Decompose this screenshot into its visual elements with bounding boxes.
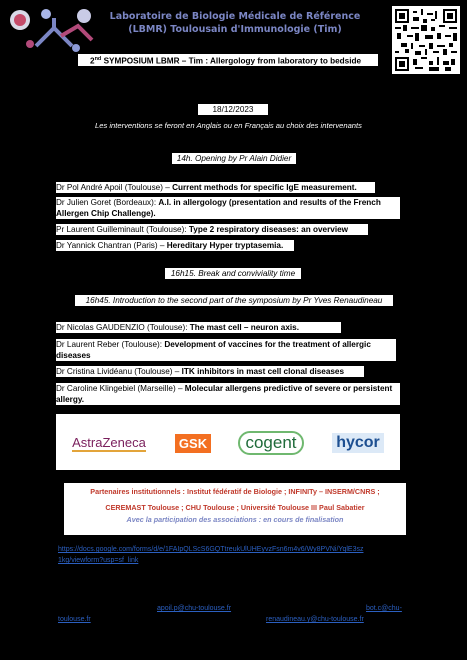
partners-line1: Partenaires institutionnels : Institut fédératif de Biologie ; INFINITy – INSERM/CNRS ; — [90, 487, 380, 496]
talk-title: A.I. in allergology (presentation and results of the French Allergen Chip Challenge). — [56, 198, 381, 218]
talk-reber — [56, 339, 396, 361]
hycor-logo: hycor — [328, 428, 388, 458]
talk-title: Current methods for specific IgE measurement. — [172, 183, 357, 192]
break-slot: 16h15. Break and conviviality time — [165, 268, 301, 279]
talk-apoil — [56, 182, 375, 193]
partners-box — [64, 483, 406, 535]
talk-title: ITK inhibitors in mast cell clonal diseases — [181, 367, 345, 376]
registration-form-link-cont[interactable]: 1kg/viewform?usp=sf_link — [58, 557, 139, 564]
email-apoil-link[interactable]: apoil.p@chu-toulouse.fr — [157, 605, 232, 612]
header-title-line2: (LBMR) Toulousain d'Immunologie (Tim) — [128, 24, 342, 35]
partners-participation-note: Avec la participation des associations : en cours de finalisation — [126, 515, 344, 524]
symposium-title — [78, 54, 378, 66]
gsk-logo: GSK — [172, 428, 214, 458]
talk-speaker: Dr Pol André Apoil (Toulouse) – — [56, 183, 173, 192]
talk-speaker: Dr Yannick Chantran (Paris) – — [56, 241, 167, 250]
talk-goret — [56, 197, 400, 219]
talk-speaker: Dr Laurent Reber (Toulouse): — [56, 340, 165, 349]
talk-gaudenzio — [56, 322, 341, 333]
talk-speaker: Pr Laurent Guilleminault (Toulouse): — [56, 225, 189, 234]
symposium-ordinal: 2 — [90, 56, 95, 66]
talk-klingebiel — [56, 383, 400, 405]
qr-code[interactable] — [392, 6, 460, 74]
talk-chantran — [56, 240, 294, 251]
lbmr-logo-illustration — [6, 6, 98, 56]
symposium-title-text: SYMPOSIUM LBMR – Tim : Allergology from laboratory to bedside — [101, 56, 362, 66]
talk-guilleminault — [56, 224, 368, 235]
event-date: 18/12/2023 — [198, 104, 268, 115]
talk-title: Hereditary Hyper tryptasemia. — [166, 241, 284, 250]
email-renaudineau-link[interactable]: renaudineau.y@chu-toulouse.fr — [266, 616, 364, 623]
intro-part2: 16h45. Introduction to the second part of the symposium by Pr Yves Renaudineau — [75, 295, 393, 306]
header-title — [100, 10, 370, 36]
talk-title: Development of vaccines for the treatment of allergic diseases — [56, 340, 371, 360]
talk-speaker: Dr Nicolas GAUDENZIO (Toulouse): — [56, 323, 190, 332]
talk-title: The mast cell – neuron axis. — [189, 323, 299, 332]
opening-slot: 14h. Opening by Pr Alain Didier — [172, 153, 296, 164]
talk-title: Molecular allergens predictive of severe or persistent allergy. — [56, 384, 393, 404]
sponsor-logos — [56, 414, 400, 470]
astrazeneca-logo: AstraZeneca — [72, 434, 146, 450]
talk-speaker: Dr Julien Goret (Bordeaux): — [56, 198, 159, 207]
email-bot-link[interactable]: bot.c@chu- — [366, 605, 402, 612]
email-bot-link-cont[interactable]: toulouse.fr — [58, 616, 91, 623]
talk-speaker: Dr Caroline Klingebiel (Marseille) – — [56, 384, 185, 393]
language-note: Les interventions se feront en Anglais ou en Français au choix des intervenants — [95, 121, 362, 130]
symposium-ordinal-suffix: nd — [94, 56, 102, 62]
partners-line2: CEREMAST Toulouse ; CHU Toulouse ; Université Toulouse III Paul Sabatier — [105, 503, 365, 512]
talk-speaker: Dr Cristina Lividéanu (Toulouse) – — [56, 367, 182, 376]
talk-livideanu — [56, 366, 364, 377]
cogent-logo: cogent — [236, 428, 306, 458]
header-title-line1: Laboratoire de Biologie Médicale de Référence — [109, 11, 361, 22]
registration-form-link[interactable]: https://docs.google.com/forms/d/e/1FAIpQLScS6GQTtreukUlUHEyvzFsn6m4v6/Wy8PVNi/YqlE3sz — [58, 546, 364, 553]
talk-title: Type 2 respiratory diseases: an overview — [188, 225, 349, 234]
